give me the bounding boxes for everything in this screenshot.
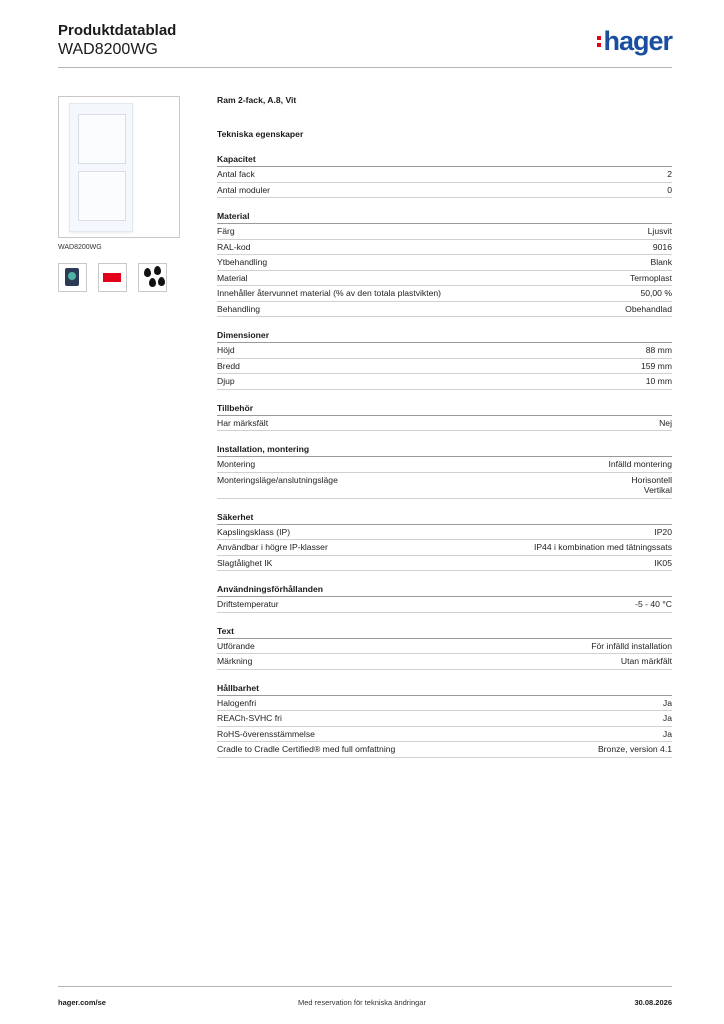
- spec-label: RoHS-överensstämmelse: [217, 728, 315, 739]
- spec-value: 0: [667, 184, 672, 195]
- hager-logo: [597, 26, 672, 57]
- spec-value: Bronze, version 4.1: [597, 744, 672, 754]
- spec-value: Infälld montering: [608, 459, 672, 469]
- spec-value: Termoplast: [629, 272, 672, 283]
- spec-label: Cradle to Cradle Certified® med full omfattning: [217, 744, 396, 754]
- spec-row: [217, 696, 672, 712]
- spec-row: [217, 416, 672, 432]
- spec-label: Kapslingsklass (IP): [217, 526, 291, 537]
- product-image: [58, 96, 180, 238]
- spec-label: Monteringsläge/anslutningsläge: [217, 474, 338, 485]
- spec-label: Antal fack: [217, 169, 255, 179]
- spec-row: [217, 343, 672, 359]
- spec-label: Halogenfri: [217, 697, 257, 708]
- spec-label: REACh-SVHC fri: [217, 713, 282, 723]
- spec-row: [217, 240, 672, 256]
- header-divider: [58, 67, 672, 68]
- spec-row: [217, 286, 672, 302]
- spec-group-title: Material: [217, 211, 672, 224]
- spec-label: Montering: [217, 459, 256, 469]
- spec-value: Horisontell Vertikal: [631, 474, 672, 495]
- frame-slot-1: [78, 114, 126, 164]
- spec-group: [217, 154, 672, 198]
- spec-group-title: Hållbarhet: [217, 683, 672, 696]
- product-label-icon: [58, 263, 87, 292]
- product-code: WAD8200WG: [58, 41, 158, 58]
- spec-group-title: Text: [217, 626, 672, 639]
- product-name: Ram 2-fack, A.8, Vit: [217, 95, 297, 105]
- spec-row: [217, 556, 672, 572]
- spec-value: 88 mm: [645, 345, 672, 355]
- image-caption: WAD8200WG: [58, 244, 102, 251]
- spec-group-title: Dimensioner: [217, 330, 672, 343]
- spec-row: [217, 359, 672, 375]
- spec-value: 159 mm: [640, 360, 672, 371]
- frame-illustration: [69, 103, 133, 232]
- spec-group: [217, 512, 672, 572]
- spec-label: Material: [217, 272, 248, 283]
- spec-row: [217, 727, 672, 743]
- spec-value: IP44 i kombination med tätningssats: [533, 542, 672, 552]
- spec-row: [217, 711, 672, 727]
- spec-row: [217, 255, 672, 271]
- logo-text: hager: [603, 26, 672, 56]
- spec-row: [217, 224, 672, 240]
- spec-label: Har märksfält: [217, 417, 269, 428]
- ip-rating-icon: [98, 263, 127, 292]
- spec-row: [217, 457, 672, 473]
- spec-group-title: Säkerhet: [217, 512, 672, 525]
- badge-row: [58, 263, 167, 292]
- spec-row: [217, 639, 672, 655]
- spec-label: Bredd: [217, 360, 240, 371]
- spec-group: [217, 584, 672, 613]
- footer-date: 30.08.2026: [634, 998, 672, 1007]
- spec-value: 10 mm: [645, 376, 672, 386]
- spec-label: Märkning: [217, 656, 253, 666]
- spec-row: [217, 374, 672, 390]
- spec-label: Färg: [217, 226, 235, 236]
- spec-group-title: Kapacitet: [217, 154, 672, 167]
- spec-value: 50,00 %: [640, 288, 672, 298]
- spec-value: För infälld installation: [591, 640, 672, 651]
- spec-content: [217, 95, 672, 758]
- spec-label: Slagtålighet IK: [217, 557, 273, 568]
- spec-value: IK05: [654, 557, 672, 568]
- spec-label: Djup: [217, 376, 235, 386]
- spec-value: IP20: [654, 526, 672, 537]
- logo-dots-icon: [597, 36, 601, 47]
- spec-value: -5 - 40 °C: [635, 599, 672, 609]
- spec-value: Ja: [662, 697, 672, 708]
- spec-row: [217, 302, 672, 318]
- page-header: [58, 22, 672, 59]
- spec-group: [217, 403, 672, 432]
- spec-group-title: Installation, montering: [217, 444, 672, 457]
- spec-value: Ja: [662, 728, 672, 739]
- spec-groups: [217, 154, 672, 758]
- spec-value: Ja: [662, 713, 672, 723]
- document-title: Produktdatablad: [58, 22, 177, 39]
- spec-value: 9016: [652, 241, 672, 252]
- spec-value: Ljusvit: [647, 226, 672, 236]
- spec-group-title: Tillbehör: [217, 403, 672, 416]
- spec-row: [217, 473, 672, 499]
- spec-group-title: Användningsförhållanden: [217, 584, 672, 597]
- spec-value: Nej: [659, 417, 672, 428]
- spec-label: Utförande: [217, 640, 255, 651]
- spec-value: Utan märkfält: [620, 656, 672, 666]
- spec-label: Driftstemperatur: [217, 599, 279, 609]
- spec-row: [217, 271, 672, 287]
- footer-divider: [58, 986, 672, 987]
- spec-label: Ytbehandling: [217, 257, 268, 267]
- spec-label: Användbar i högre IP-klasser: [217, 542, 328, 552]
- spec-group: [217, 444, 672, 499]
- spec-label: Höjd: [217, 345, 235, 355]
- spec-row: [217, 742, 672, 758]
- spec-row: [217, 540, 672, 556]
- spec-group: [217, 330, 672, 390]
- spec-value: Blank: [650, 257, 672, 267]
- spec-row: [217, 167, 672, 183]
- water-drops-icon: [138, 263, 167, 292]
- spec-group: [217, 683, 672, 758]
- spec-row: [217, 525, 672, 541]
- spec-label: RAL-kod: [217, 241, 251, 252]
- spec-value: 2: [667, 169, 672, 179]
- spec-row: [217, 597, 672, 613]
- spec-value: Obehandlad: [625, 303, 672, 314]
- spec-row: [217, 183, 672, 199]
- spec-group: [217, 626, 672, 670]
- spec-label: Behandling: [217, 303, 261, 314]
- spec-label: Innehåller återvunnet material (% av den totala plastvikten): [217, 288, 442, 298]
- footer-disclaimer: Med reservation för tekniska ändringar: [298, 998, 426, 1007]
- section-title: Tekniska egenskaper: [217, 129, 304, 139]
- footer-website-link[interactable]: hager.com/se: [58, 998, 106, 1007]
- spec-label: Antal moduler: [217, 184, 271, 195]
- spec-row: [217, 654, 672, 670]
- frame-slot-2: [78, 171, 126, 221]
- spec-group: [217, 211, 672, 317]
